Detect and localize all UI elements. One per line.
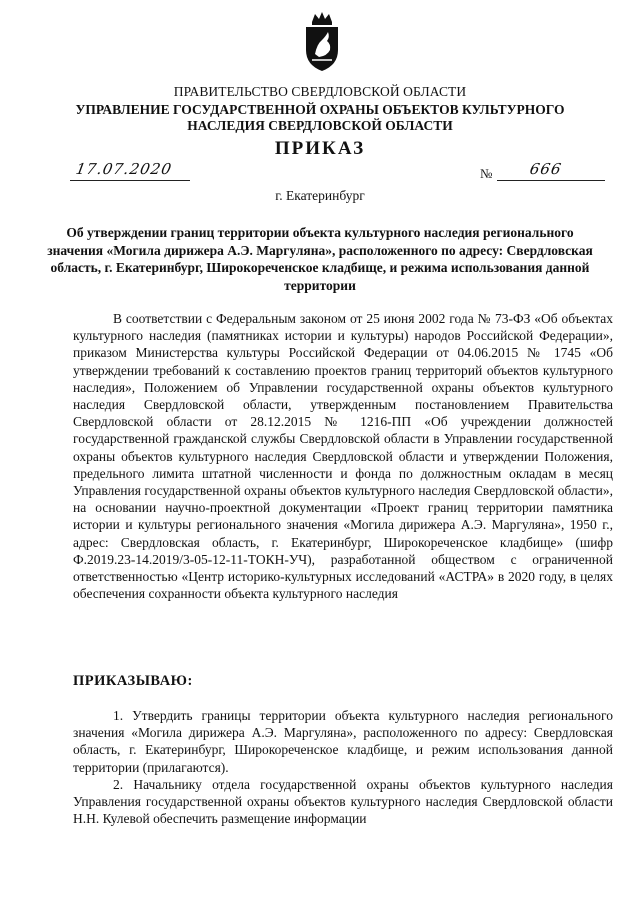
order-number: 666: [528, 160, 564, 178]
order-subject: Об утверждении границ территории объекта культурного наследия регионального значения «Могила дирижера А.Э. Маргуляна», расположенного по адресу: Свердловская область, г. Екатеринбург, Широкореченское кладбище, и режима использования данной территории: [47, 225, 593, 293]
city: г. Екатеринбург: [275, 188, 365, 203]
order-date: 17.07.2020: [74, 160, 174, 178]
order-item-2: 2. Начальнику отдела государственной охраны объектов культурного наследия Управления государственной охраны объектов культурного наследия Свердловской области Н.Н. Кулевой обеспечить размещение информации: [73, 777, 613, 827]
government-name: ПРАВИТЕЛЬСТВО СВЕРДЛОВСКОЙ ОБЛАСТИ: [173, 84, 467, 99]
number-underline: [497, 180, 605, 181]
date-underline: [70, 180, 190, 181]
department-name: УПРАВЛЕНИЕ ГОСУДАРСТВЕННОЙ ОХРАНЫ ОБЪЕКТОВ КУЛЬТУРНОГО НАСЛЕДИЯ СВЕРДЛОВСКОЙ ОБЛАСТИ: [75, 102, 565, 133]
number-label: №: [480, 166, 493, 181]
preamble-paragraph: В соответствии с Федеральным законом от 25 июня 2002 года № 73-ФЗ «Об объектах культурного наследия (памятниках истории и культуры) народов Российской Федерации», приказом Министерства культуры Российской Федерации от 04.06.2015 № 1745 «Об утверждении требований к составлению проектов границ территорий объектов культурного наследия», Положением об Управлении государственной охраны объектов культурного наследия Свердловской области, утвержденным постановлением Правительства Свердловской области от 28.12.2015 № 1216-ПП «Об учреждении должностей государственной гражданской службы Свердловской области в Управлении государственной охраны объектов культурного наследия Свердловской области и утверждении Положения, предельного лимита штатной численности и фонда по должностным окладам в месяц Управления государственной охраны объектов культурного наследия Свердловской области», на основании научно-проектной документации «Проект границ территории памятника истории и культуры регионального значения «Могила дирижера А.Э. Маргуляна», 1950 г., адрес: Свердловская область, г. Екатеринбург, Широкореченское кладбище» (шифр Ф.2019.23-14.2019/3-05-12-11-ТОКН-УЧ), разработанной обществом с ограниченной ответственностью «Центр историко-культурных исследований «АСТРА» в 2020 году, в целях обеспечения сохранности объекта культурного наследия: [73, 311, 613, 602]
order-item-1: 1. Утвердить границы территории объекта культурного наследия регионального значения «Могила дирижера А.Э. Маргуляна», расположенного по адресу: Свердловская область, г. Екатеринбург, Широкореченское кладбище, и режим использования данной территории (прилагаются).: [73, 708, 613, 775]
order-heading: ПРИКАЗЫВАЮ:: [73, 673, 193, 689]
sverdlovsk-coat-of-arms-icon: [303, 10, 341, 72]
document-type-title: ПРИКАЗ: [274, 138, 366, 159]
